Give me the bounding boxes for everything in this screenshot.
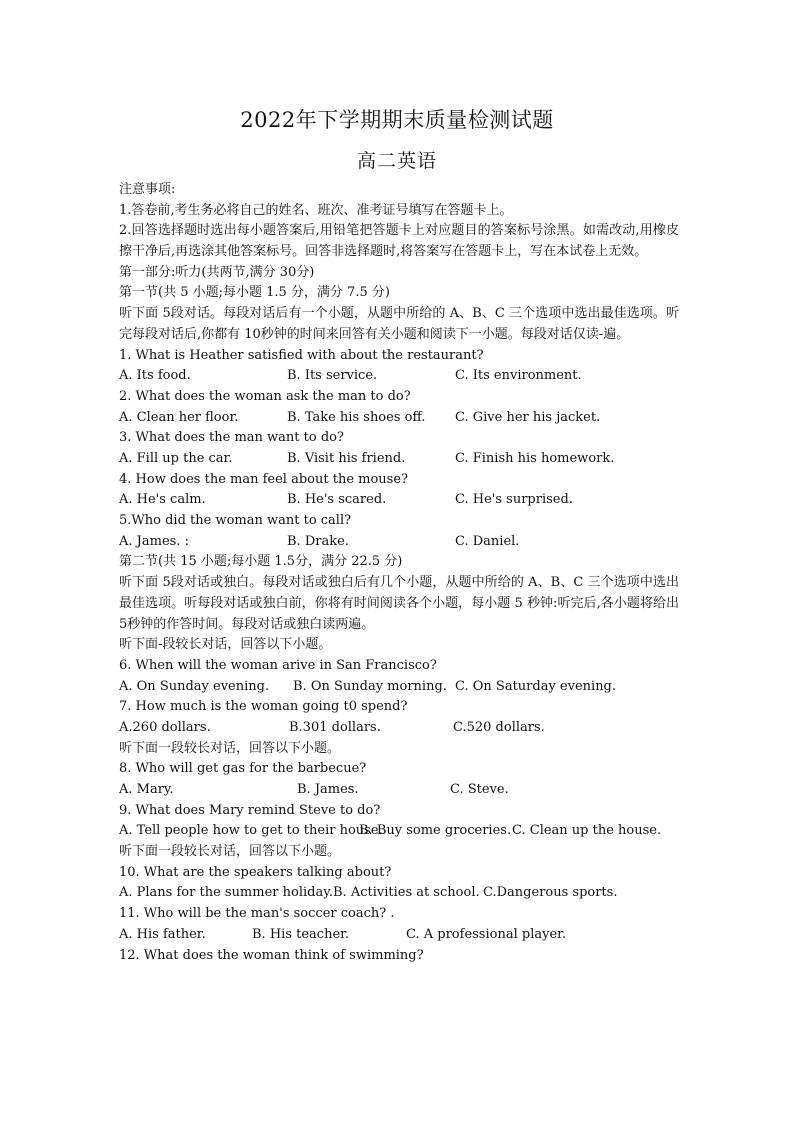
option-a: A. His father.: [119, 926, 206, 942]
question-options: [119, 366, 679, 387]
question-stem: 11. Who will be the man's soccer coach? .: [119, 906, 395, 922]
question-stem: 5.Who did the woman want to call?: [119, 513, 352, 529]
exam-subject: 高二英语: [356, 150, 437, 172]
option-b: B.301 dollars.: [289, 719, 381, 735]
option-c: C.520 dollars.: [453, 719, 545, 735]
question-stem: 3. What does the man want to do?: [119, 430, 344, 446]
option-b: B. Activities at school.: [333, 885, 480, 901]
section1-instructions: 听下面 5段对话。每段对话后有一个小题，从题中所给的 A、B、C 三个选项中选出最佳选项。听完每段对话后,你都有 10秒钟的时间来回答有关小题和阅读下一小题。每段对话仅读-遍。: [119, 306, 679, 342]
option-c: C. Steve.: [450, 782, 509, 798]
question-options: [119, 677, 679, 698]
question-options: [119, 718, 679, 739]
listen-instruction: 听下面-段较长对话，回答以下小题。: [119, 637, 332, 653]
listen-instruction: 听下面一段较长对话，回答以下小题。: [119, 740, 341, 756]
notice-item-1: 1.答卷前,考生务必将自己的姓名、班次、准考证号填写在答题卡上。: [119, 202, 513, 218]
question-stem: 7. How much is the woman going t0 spend?: [119, 699, 408, 715]
option-b: B. Buy some groceries.: [359, 823, 512, 839]
question-stem: 2. What does the woman ask the man to do?: [119, 388, 411, 404]
option-a: A. On Sunday evening.: [119, 678, 270, 694]
option-a: A. Plans for the summer holiday.: [119, 885, 333, 901]
option-a: A. Mary.: [119, 782, 174, 798]
question-options: [119, 780, 679, 801]
option-c: C. On Saturday evening.: [455, 678, 617, 694]
question-options: [119, 408, 679, 429]
option-c: C.Dangerous sports.: [483, 885, 618, 901]
option-b: B. He's scared.: [287, 492, 387, 508]
option-b: B. James.: [297, 782, 359, 798]
question-stem: 9. What does Mary remind Steve to do?: [119, 802, 381, 818]
question-options: [119, 490, 679, 511]
option-a: A. Its food.: [119, 368, 191, 384]
notice-heading: 注意事项:: [119, 182, 176, 197]
option-a: A. Fill up the car.: [119, 451, 233, 466]
option-b: B. Take his shoes off.: [287, 409, 426, 425]
exam-body: [119, 180, 679, 966]
option-b: B. On Sunday morning.: [293, 678, 447, 694]
option-b: B. Its service.: [287, 368, 378, 384]
option-b: B. His teacher.: [252, 926, 350, 942]
option-b: B. Drake.: [287, 533, 349, 549]
section2-instructions: 听下面 5段对话或独白。每段对话或独白后有几个小题，从题中所给的 A、B、C 三个选项中选出最佳选项。听每段对话或独白前，你将有时间阅读各个小题，每小题 5 秒钟:听完后,各小题将给出 5秒钟的作答时间。每段对话或独白读两遍。: [119, 575, 679, 632]
question-options: [119, 449, 679, 470]
section2-heading: 第二节(共 15 小题;每小题 1.5分，满分 22.5 分): [119, 554, 403, 570]
option-a: A. Clean her floor.: [119, 409, 239, 425]
question-stem: 8. Who will get gas for the barbecue?: [119, 761, 367, 777]
section1-heading: 第一节(共 5 小题;每小题 1.5 分，满分 7.5 分): [119, 285, 390, 301]
question-stem: 12. What does the woman think of swimming?: [119, 947, 424, 963]
question-options: [119, 883, 679, 904]
notice-item-2: 2.回答选择题时选出每小题答案后,用铅笔把答题卡上对应题目的答案标号涂黑。如需改动,用橡皮擦干净后,再选涂其他答案标号。回答非选择题时,将答案写在答题卡上，写在本试卷上无效。: [119, 223, 679, 260]
option-a: A. He's calm.: [119, 492, 206, 508]
question-stem: 1. What is Heather satisfied with about the restaurant?: [119, 347, 484, 363]
option-a: A. James. :: [119, 533, 189, 549]
option-c: C. Daniel.: [455, 533, 520, 549]
question-stem: 10. What are the speakers talking about?: [119, 864, 392, 880]
question-options: [119, 532, 679, 553]
exam-title: 2022年下学期期末质量检测试题: [240, 108, 554, 132]
option-c: C. He's surprised.: [455, 492, 573, 508]
option-c: C. Clean up the house.: [512, 823, 662, 839]
option-c: C. A professional player.: [406, 926, 567, 942]
option-a: A. Tell people how to get to their house.: [119, 823, 383, 839]
option-a: A.260 dollars.: [119, 719, 211, 735]
option-b: B. Visit his friend.: [287, 451, 406, 466]
option-c: C. Finish his homework.: [455, 451, 615, 466]
question-stem: 4. How does the man feel about the mouse?: [119, 471, 409, 487]
question-options: [119, 925, 679, 946]
question-options: [119, 821, 679, 842]
question-stem: 6. When will the woman arive in San Francisco?: [119, 657, 437, 673]
part1-heading: 第一部分:听力(共两节,满分 30分): [119, 264, 315, 280]
option-c: C. Its environment.: [455, 368, 582, 384]
option-c: C. Give her his jacket.: [455, 409, 601, 425]
listen-instruction: 听下面一段较长对话，回答以下小题。: [119, 844, 341, 860]
